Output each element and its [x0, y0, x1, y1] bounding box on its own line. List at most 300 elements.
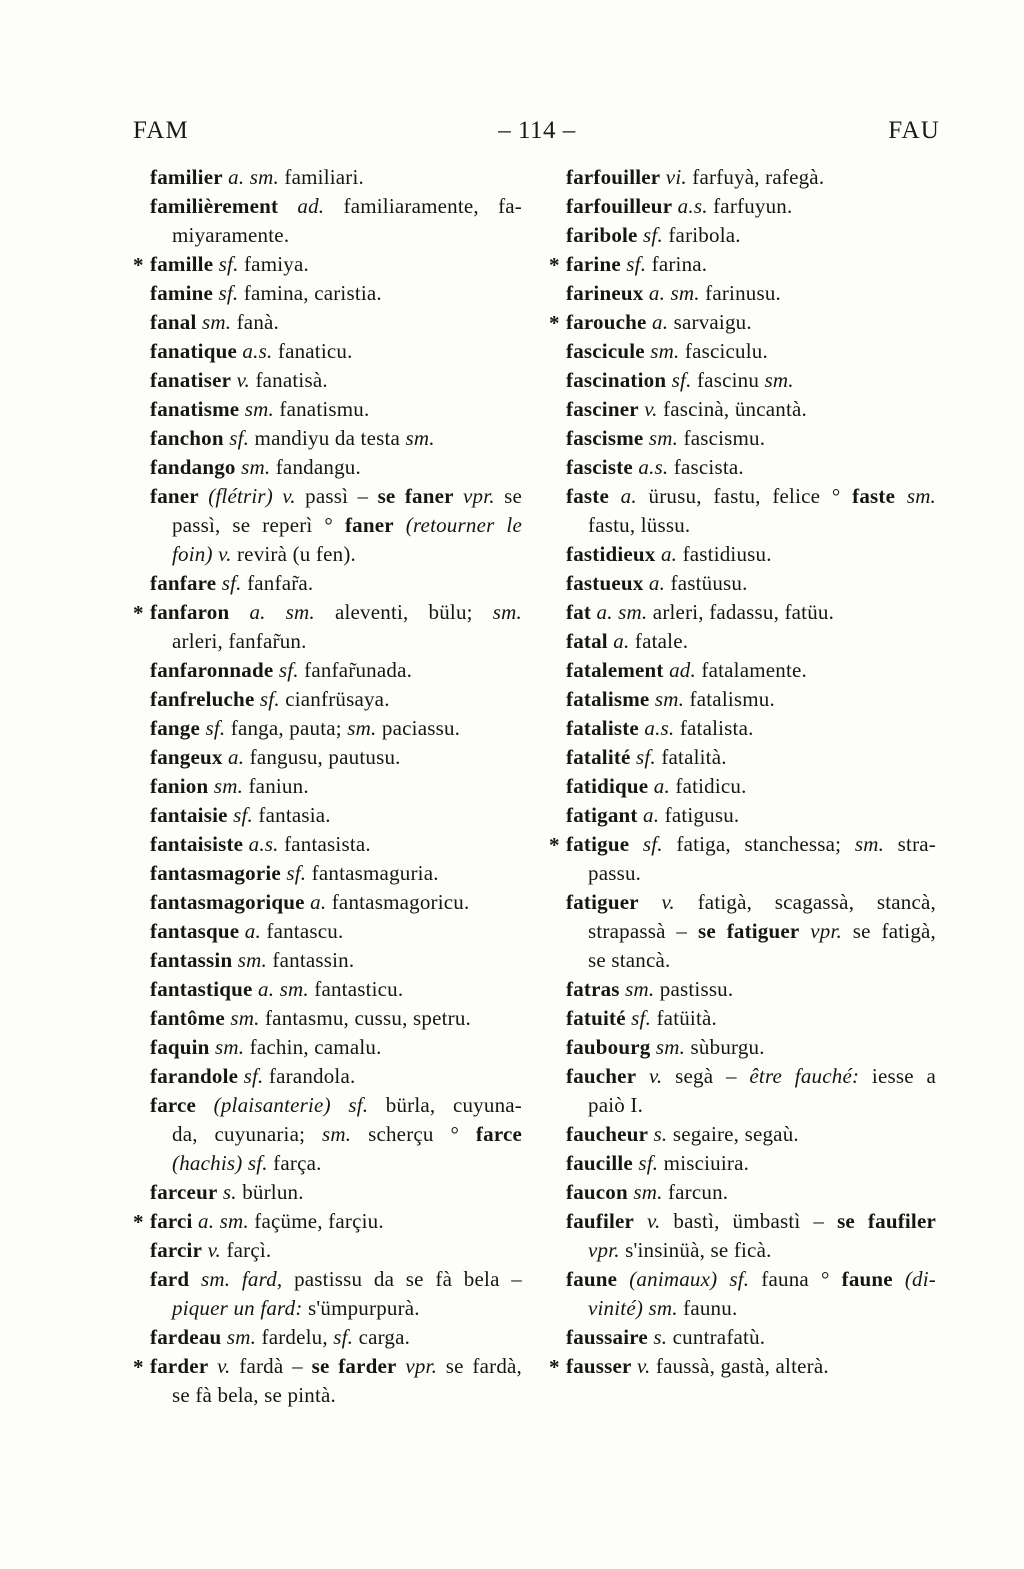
line-content: [150, 1209, 384, 1233]
line-content: [566, 1267, 936, 1291]
translation-text: fachin, camalu.: [244, 1035, 382, 1059]
translation-text: s'insinüà, se ficà.: [619, 1238, 772, 1262]
translation-text: fantasticu.: [308, 977, 404, 1001]
line-content: [150, 716, 460, 740]
grammar-tag: sm.: [650, 1035, 686, 1059]
dictionary-line: [566, 221, 936, 250]
line-content: [566, 658, 807, 682]
headword: faufiler: [566, 1209, 635, 1233]
dictionary-line: [566, 279, 936, 308]
grammar-tag: sf.: [238, 1064, 264, 1088]
translation-text: farandola.: [263, 1064, 356, 1088]
line-content: [566, 745, 727, 769]
translation-text: fascinu: [691, 368, 765, 392]
headword: faste: [852, 484, 896, 508]
dictionary-line: [566, 1062, 936, 1091]
line-content: [150, 861, 439, 885]
line-content: [172, 1383, 336, 1407]
line-content: [150, 1180, 304, 1204]
translation-text: fanaticu.: [272, 339, 353, 363]
headword: fanfaron: [150, 600, 230, 624]
line-content: [566, 832, 936, 856]
line-content: [150, 832, 371, 856]
grammar-tag: sf.: [216, 571, 242, 595]
headword: fascisme: [566, 426, 644, 450]
dictionary-line: [566, 482, 936, 511]
dictionary-line: [150, 772, 522, 801]
translation-text: faribola.: [662, 223, 741, 247]
line-content: [150, 658, 412, 682]
headword: faucon: [566, 1180, 628, 1204]
headword: se farder: [311, 1354, 397, 1378]
translation-text: fantasista.: [278, 832, 371, 856]
headword: fantaisiste: [150, 832, 244, 856]
headword: farcir: [150, 1238, 203, 1262]
dictionary-line: [566, 1178, 936, 1207]
grammar-tag: a.: [643, 571, 666, 595]
dictionary-line: [566, 685, 936, 714]
dictionary-line: [566, 540, 936, 569]
translation-text: passì, se reperì °: [172, 513, 345, 537]
headword: faner: [344, 513, 394, 537]
headword: fantasmagorique: [150, 890, 305, 914]
headword: fataliste: [566, 716, 639, 740]
grammar-tag: v.: [631, 1354, 651, 1378]
grammar-tag: a.: [239, 919, 261, 943]
headword: fantasmagorie: [150, 861, 281, 885]
headword: fanatiser: [150, 368, 232, 392]
dictionary-line: [150, 424, 522, 453]
dictionary-line: [150, 1323, 522, 1352]
line-content: [588, 919, 936, 943]
dictionary-line: [566, 395, 936, 424]
translation-text: arleri, fadassu, fatüu.: [647, 600, 835, 624]
dictionary-line: [566, 772, 936, 801]
grammar-tag: sf.: [223, 426, 250, 450]
dictionary-line: [566, 1323, 936, 1352]
line-content: [566, 252, 707, 276]
translation-text: fanatisà.: [250, 368, 328, 392]
dictionary-line: [566, 1265, 936, 1294]
headword: faune: [566, 1267, 618, 1291]
line-content: [566, 542, 772, 566]
grammar-tag: a. sm.: [643, 281, 700, 305]
dictionary-line: [150, 1265, 522, 1294]
dictionary-line: [566, 917, 936, 946]
translation-text: se: [494, 484, 522, 508]
dictionary-line: [549, 830, 936, 859]
translation-text: scherçu °: [351, 1122, 476, 1146]
grammar-tag: sf.: [333, 1325, 354, 1349]
grammar-tag: sf.: [632, 1151, 659, 1175]
grammar-tag: (flétrir) v.: [198, 484, 296, 508]
grammar-tag: sm.: [239, 397, 274, 421]
line-content: [172, 223, 289, 247]
grammar-tag: sm.: [627, 1180, 663, 1204]
translation-text: fanga, pauta;: [225, 716, 348, 740]
grammar-tag: vpr.: [396, 1354, 438, 1378]
headword: se faufiler: [837, 1209, 936, 1233]
dictionary-line: [150, 714, 522, 743]
grammar-tag: a.s.: [243, 832, 279, 856]
dictionary-line: [150, 743, 522, 772]
grammar-tag: sm.: [895, 484, 937, 508]
grammar-tag: a. sm.: [192, 1209, 249, 1233]
line-content: [588, 513, 690, 537]
line-content: [566, 1151, 749, 1175]
grammar-tag: sf.: [227, 803, 253, 827]
headword: fanion: [150, 774, 209, 798]
grammar-tag: sm.: [492, 600, 522, 624]
translation-text: cuntrafatù.: [667, 1325, 766, 1349]
translation-text: fastidiusu.: [677, 542, 772, 566]
translation-text: fandangu.: [270, 455, 361, 479]
grammar-tag: s.: [648, 1122, 668, 1146]
headword: faste: [566, 484, 609, 508]
line-content: [566, 803, 739, 827]
line-content: [566, 1122, 799, 1146]
headword: fanchon: [150, 426, 224, 450]
grammar-tag: a.: [637, 803, 660, 827]
grammar-tag: sf.: [630, 745, 656, 769]
translation-text: iesse a: [859, 1064, 936, 1088]
line-content: [150, 803, 331, 827]
headword: faner: [150, 484, 199, 508]
translation-text: arleri, fanfar̃un.: [172, 629, 307, 653]
translation-text: farfuyun.: [707, 194, 793, 218]
dictionary-line: [566, 1091, 936, 1120]
dictionary-line: [150, 1033, 522, 1062]
headword: farine: [566, 252, 621, 276]
grammar-tag: sm.: [347, 716, 377, 740]
translation-text: fanfar̃unada.: [298, 658, 413, 682]
translation-text: famiya.: [238, 252, 309, 276]
dictionary-line: [150, 917, 522, 946]
translation-text: faunu.: [677, 1296, 738, 1320]
headword: fange: [150, 716, 200, 740]
line-content: [566, 484, 936, 508]
dictionary-line: [566, 453, 936, 482]
translation-text: fascista.: [668, 455, 744, 479]
star-marker: *: [549, 253, 560, 277]
headword: fasciner: [566, 397, 639, 421]
headword: fantassin: [150, 948, 233, 972]
dictionary-line: [150, 1178, 522, 1207]
headword: fastidieux: [566, 542, 656, 566]
dictionary-line: [150, 1091, 522, 1120]
translation-text: miyaramente.: [172, 223, 290, 247]
dictionary-column-right: [549, 163, 937, 1381]
grammar-tag: a. sm.: [222, 165, 279, 189]
grammar-tag: sf.: [273, 658, 299, 682]
line-content: [566, 977, 733, 1001]
dictionary-line: [150, 1004, 522, 1033]
grammar-tag: sf.: [213, 281, 239, 305]
dictionary-line: [566, 192, 936, 221]
grammar-tag: a.: [648, 774, 670, 798]
star-marker: *: [133, 1210, 144, 1234]
line-content: [150, 252, 309, 276]
translation-text: se fatigà,: [841, 919, 936, 943]
headword: fanatique: [150, 339, 237, 363]
grammar-tag: vi.: [660, 165, 687, 189]
star-marker: *: [549, 311, 560, 335]
grammar-tag: sm.: [644, 339, 680, 363]
headword: famille: [150, 252, 214, 276]
translation-text: bürla, cuyuna-: [368, 1093, 522, 1117]
translation-text: façüme, farçiu.: [248, 1209, 384, 1233]
headword: farfouiller: [566, 165, 661, 189]
dictionary-line: [150, 540, 522, 569]
translation-text: fascismu.: [678, 426, 766, 450]
grammar-tag: sm.: [235, 455, 271, 479]
dictionary-line: [150, 366, 522, 395]
line-content: [172, 1296, 420, 1320]
dictionary-line: [566, 1149, 936, 1178]
headword: fantasque: [150, 919, 240, 943]
grammar-tag: v.: [636, 1064, 663, 1088]
translation-text: strapassà –: [588, 919, 698, 943]
headword: faucher: [566, 1064, 637, 1088]
translation-text: fascinà, üncantà.: [657, 397, 807, 421]
grammar-tag: (plaisanterie) sf.: [196, 1093, 369, 1117]
line-content: [150, 368, 328, 392]
dictionary-line: [150, 395, 522, 424]
translation-text: faniun.: [243, 774, 309, 798]
headword: fatigue: [566, 832, 630, 856]
line-content: [150, 165, 364, 189]
translation-text: fantasmaguria.: [306, 861, 439, 885]
headword: fanatisme: [150, 397, 240, 421]
headword: fanfaronnade: [150, 658, 274, 682]
translation-text: fatigà, scagassà, stancà,: [674, 890, 936, 914]
dictionary-line: [150, 656, 522, 685]
grammar-tag: sm.: [221, 1325, 257, 1349]
line-content: [172, 513, 522, 537]
translation-text: da, cuyunaria;: [172, 1122, 323, 1146]
line-content: [566, 890, 936, 914]
dictionary-line: [566, 1004, 936, 1033]
translation-text: fauna °: [749, 1267, 842, 1291]
running-head-left: FAM: [133, 117, 189, 144]
headword: fausser: [566, 1354, 632, 1378]
dictionary-line: [566, 656, 936, 685]
dictionary-line: [150, 1149, 522, 1178]
headword: fasciste: [566, 455, 633, 479]
translation-text: fantasmagoricu.: [326, 890, 470, 914]
line-content: [588, 861, 641, 885]
dictionary-line: [549, 308, 936, 337]
dictionary-line: [150, 1120, 522, 1149]
star-marker: *: [133, 601, 144, 625]
translation-text: fatigusu.: [659, 803, 740, 827]
line-content: [566, 368, 794, 392]
headword: fanfare: [150, 571, 217, 595]
grammar-tag: a.: [304, 890, 327, 914]
dictionary-line: [150, 453, 522, 482]
line-content: [150, 484, 522, 508]
headword: se fatiguer: [697, 919, 800, 943]
dictionary-line: [566, 366, 936, 395]
dictionary-line: [566, 163, 936, 192]
line-content: [566, 1354, 829, 1378]
grammar-tag: sm. fard,: [189, 1267, 283, 1291]
line-content: [150, 1354, 522, 1378]
headword: se faner: [377, 484, 454, 508]
translation-text: se fardà,: [437, 1354, 523, 1378]
line-content: [566, 716, 754, 740]
line-content: [172, 629, 307, 653]
line-content: [566, 571, 748, 595]
dictionary-line: [566, 1294, 936, 1323]
grammar-tag: ad.: [278, 194, 325, 218]
grammar-tag: s.: [217, 1180, 237, 1204]
line-content: [150, 1006, 471, 1030]
headword: fanfreluche: [150, 687, 255, 711]
headword: fatalité: [566, 745, 631, 769]
dictionary-line: [150, 192, 522, 221]
grammar-tag: sf.: [625, 1006, 652, 1030]
headword: faribole: [566, 223, 638, 247]
translation-text: revirà (u fen).: [231, 542, 356, 566]
dictionary-line: [150, 511, 522, 540]
grammar-tag: piquer un fard:: [172, 1296, 303, 1320]
line-content: [566, 600, 834, 624]
line-content: [566, 281, 781, 305]
line-content: [150, 426, 435, 450]
line-content: [566, 165, 824, 189]
headword: familièrement: [150, 194, 279, 218]
translation-text: fastu, lüssu.: [588, 513, 691, 537]
line-content: [566, 1064, 936, 1088]
line-content: [566, 1180, 728, 1204]
star-marker: *: [549, 833, 560, 857]
translation-text: sarvaigu.: [668, 310, 752, 334]
translation-text: passì –: [295, 484, 378, 508]
grammar-tag: sm.: [322, 1122, 352, 1146]
line-content: [150, 600, 522, 624]
grammar-tag: ad.: [663, 658, 696, 682]
line-content: [566, 397, 807, 421]
dictionary-line: [566, 511, 936, 540]
line-content: [588, 1296, 737, 1320]
line-content: [588, 1093, 643, 1117]
translation-text: s'ümpurpurà.: [302, 1296, 420, 1320]
grammar-tag: s.: [647, 1325, 668, 1349]
dictionary-line: [566, 946, 936, 975]
translation-text: famina, caristia.: [238, 281, 382, 305]
line-content: [566, 1035, 765, 1059]
translation-text: fatalità.: [655, 745, 727, 769]
dictionary-line: [566, 801, 936, 830]
translation-text: familiari.: [278, 165, 364, 189]
line-content: [566, 310, 752, 334]
dictionary-line: [566, 743, 936, 772]
page-number: – 114 –: [498, 117, 576, 144]
grammar-tag: sf.: [666, 368, 692, 392]
grammar-tag: sf.: [280, 861, 307, 885]
headword: farce: [475, 1122, 522, 1146]
translation-text: fastüusu.: [665, 571, 748, 595]
headword: farder: [150, 1354, 209, 1378]
line-content: [566, 426, 765, 450]
grammar-tag: sm.: [619, 977, 655, 1001]
line-content: [150, 890, 469, 914]
headword: farfouilleur: [566, 194, 673, 218]
dictionary-line: [150, 1236, 522, 1265]
star-marker: *: [133, 253, 144, 277]
dictionary-line: [133, 1352, 523, 1381]
grammar-tag: sf.: [254, 687, 280, 711]
headword: fandango: [150, 455, 236, 479]
translation-text: fatidicu.: [669, 774, 747, 798]
line-content: [150, 745, 401, 769]
line-content: [150, 1267, 522, 1291]
dictionary-line: [566, 424, 936, 453]
grammar-tag: v.: [634, 1209, 661, 1233]
headword: fastueux: [566, 571, 644, 595]
grammar-tag: a.: [646, 310, 669, 334]
translation-text: mandiyu da testa: [249, 426, 406, 450]
grammar-tag: sf.: [620, 252, 647, 276]
dictionary-line: [150, 1062, 522, 1091]
headword: fard: [150, 1267, 190, 1291]
dictionary-line: [566, 714, 936, 743]
dictionary-line: [566, 1236, 936, 1265]
headword: fatiguer: [566, 890, 639, 914]
line-content: [150, 1238, 271, 1262]
dictionary-line: [566, 598, 936, 627]
dictionary-line: [150, 337, 522, 366]
headword: faubourg: [566, 1035, 651, 1059]
translation-text: familiaramente, fa-: [324, 194, 522, 218]
line-content: [150, 1064, 355, 1088]
line-content: [172, 1122, 522, 1146]
translation-text: fardà –: [230, 1354, 312, 1378]
grammar-tag: être fauché:: [749, 1064, 860, 1088]
line-content: [150, 774, 309, 798]
dictionary-line: [549, 1352, 936, 1381]
grammar-tag: (retourner le: [393, 513, 522, 537]
line-content: [588, 948, 670, 972]
line-content: [172, 1151, 322, 1175]
grammar-tag: sm.: [764, 368, 794, 392]
headword: fatuité: [566, 1006, 626, 1030]
translation-text: fatalamente.: [695, 658, 807, 682]
headword: faquin: [150, 1035, 210, 1059]
grammar-tag: sm.: [232, 948, 267, 972]
dictionary-line: [133, 598, 522, 627]
dictionary-line: [566, 337, 936, 366]
headword: farineux: [566, 281, 644, 305]
translation-text: fatalista.: [674, 716, 754, 740]
dictionary-line: [566, 569, 936, 598]
grammar-tag: sf.: [200, 716, 226, 740]
headword: fantaisie: [150, 803, 228, 827]
translation-text: fardelu,: [256, 1325, 334, 1349]
grammar-tag: sm.: [208, 774, 244, 798]
grammar-tag: v.: [202, 1238, 221, 1262]
dictionary-line: [150, 1294, 522, 1323]
dictionary-line: [566, 1120, 936, 1149]
line-content: [150, 194, 522, 218]
grammar-tag: a.: [607, 629, 630, 653]
headword: fatal: [566, 629, 608, 653]
grammar-tag: sf.: [637, 223, 663, 247]
headword: farandole: [150, 1064, 239, 1088]
headword: faucheur: [566, 1122, 649, 1146]
grammar-tag: sm.: [224, 1006, 260, 1030]
